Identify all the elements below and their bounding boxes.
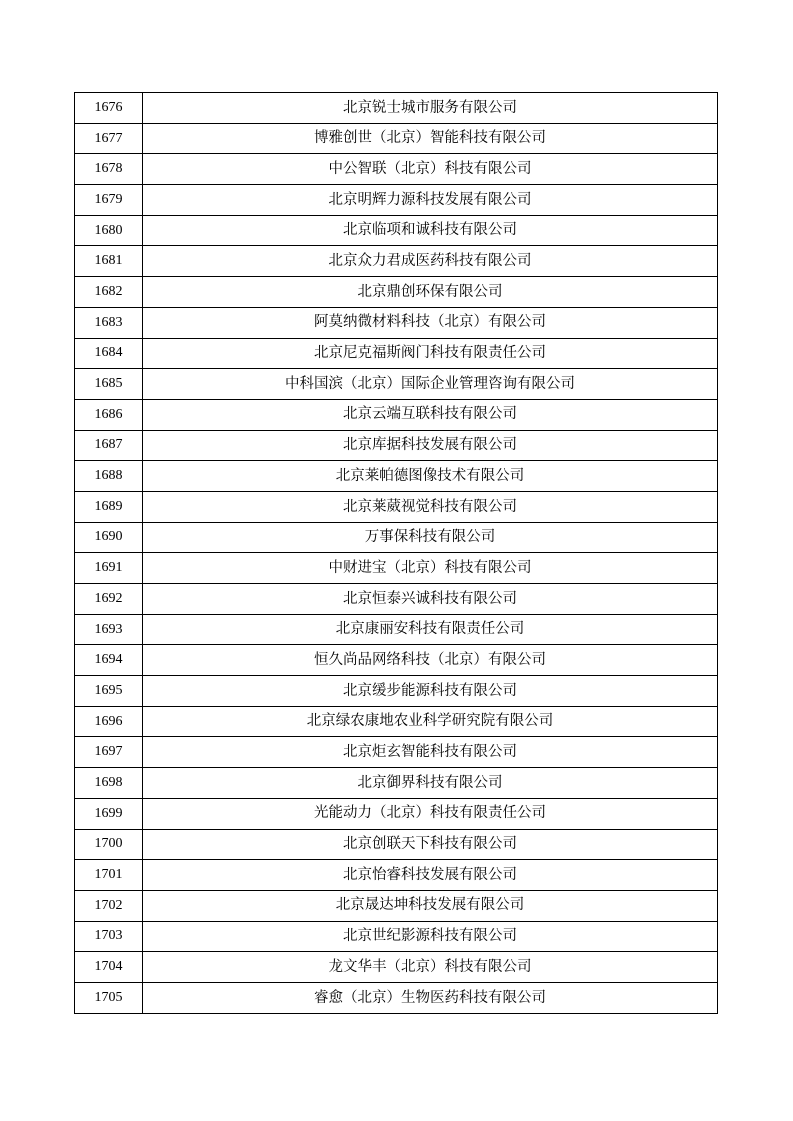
company-name: 龙文华丰（北京）科技有限公司 — [143, 952, 718, 983]
row-number: 1689 — [75, 491, 143, 522]
company-name: 北京绿农康地农业科学研究院有限公司 — [143, 706, 718, 737]
company-name: 北京缓步能源科技有限公司 — [143, 676, 718, 707]
table-row — [75, 215, 718, 246]
row-number: 1704 — [75, 952, 143, 983]
table-row — [75, 123, 718, 154]
row-number: 1695 — [75, 676, 143, 707]
row-number: 1699 — [75, 798, 143, 829]
company-name: 北京创联天下科技有限公司 — [143, 829, 718, 860]
table-row — [75, 369, 718, 400]
table-row — [75, 676, 718, 707]
company-name: 中财进宝（北京）科技有限公司 — [143, 553, 718, 584]
table-row — [75, 399, 718, 430]
table-row — [75, 952, 718, 983]
row-number: 1683 — [75, 307, 143, 338]
company-name: 阿莫纳微材料科技（北京）有限公司 — [143, 307, 718, 338]
company-name: 睿愈（北京）生物医药科技有限公司 — [143, 982, 718, 1013]
row-number: 1702 — [75, 890, 143, 921]
table-row — [75, 491, 718, 522]
table-row — [75, 737, 718, 768]
row-number: 1679 — [75, 185, 143, 216]
row-number: 1676 — [75, 93, 143, 124]
company-name: 北京莱帕德图像技术有限公司 — [143, 461, 718, 492]
company-name: 北京众力君成医药科技有限公司 — [143, 246, 718, 277]
table-row — [75, 246, 718, 277]
company-name: 北京库据科技发展有限公司 — [143, 430, 718, 461]
table-row — [75, 461, 718, 492]
company-name: 北京炬玄智能科技有限公司 — [143, 737, 718, 768]
company-name: 北京晟达坤科技发展有限公司 — [143, 890, 718, 921]
company-name: 北京明辉力源科技发展有限公司 — [143, 185, 718, 216]
table-row — [75, 154, 718, 185]
row-number: 1703 — [75, 921, 143, 952]
company-name: 北京尼克福斯阀门科技有限责任公司 — [143, 338, 718, 369]
company-name: 北京锐士城市服务有限公司 — [143, 93, 718, 124]
company-name: 万事保科技有限公司 — [143, 522, 718, 553]
row-number: 1678 — [75, 154, 143, 185]
table-row — [75, 338, 718, 369]
table-row — [75, 860, 718, 891]
table-row — [75, 430, 718, 461]
table-row — [75, 93, 718, 124]
row-number: 1686 — [75, 399, 143, 430]
table-row — [75, 706, 718, 737]
table-row — [75, 890, 718, 921]
company-name: 中公智联（北京）科技有限公司 — [143, 154, 718, 185]
company-name: 北京云端互联科技有限公司 — [143, 399, 718, 430]
company-name: 北京临项和诚科技有限公司 — [143, 215, 718, 246]
company-name: 博雅创世（北京）智能科技有限公司 — [143, 123, 718, 154]
row-number: 1698 — [75, 768, 143, 799]
row-number: 1692 — [75, 584, 143, 615]
row-number: 1701 — [75, 860, 143, 891]
company-list-table — [74, 92, 718, 1014]
table-body — [75, 93, 718, 1014]
table-row — [75, 798, 718, 829]
table-row — [75, 829, 718, 860]
row-number: 1694 — [75, 645, 143, 676]
table-row — [75, 921, 718, 952]
table-row — [75, 982, 718, 1013]
company-name: 北京鼎创环保有限公司 — [143, 277, 718, 308]
table-row — [75, 277, 718, 308]
company-name: 中科国滨（北京）国际企业管理咨询有限公司 — [143, 369, 718, 400]
row-number: 1691 — [75, 553, 143, 584]
row-number: 1697 — [75, 737, 143, 768]
table-row — [75, 768, 718, 799]
row-number: 1696 — [75, 706, 143, 737]
row-number: 1687 — [75, 430, 143, 461]
table-row — [75, 185, 718, 216]
row-number: 1688 — [75, 461, 143, 492]
row-number: 1682 — [75, 277, 143, 308]
table-row — [75, 614, 718, 645]
row-number: 1681 — [75, 246, 143, 277]
row-number: 1680 — [75, 215, 143, 246]
table-row — [75, 584, 718, 615]
row-number: 1700 — [75, 829, 143, 860]
table-row — [75, 307, 718, 338]
row-number: 1684 — [75, 338, 143, 369]
company-name: 北京御界科技有限公司 — [143, 768, 718, 799]
table-row — [75, 522, 718, 553]
row-number: 1705 — [75, 982, 143, 1013]
company-name: 北京世纪影源科技有限公司 — [143, 921, 718, 952]
table-row — [75, 645, 718, 676]
row-number: 1690 — [75, 522, 143, 553]
company-name: 北京恒泰兴诚科技有限公司 — [143, 584, 718, 615]
row-number: 1685 — [75, 369, 143, 400]
company-name: 北京怡睿科技发展有限公司 — [143, 860, 718, 891]
table-row — [75, 553, 718, 584]
company-name: 光能动力（北京）科技有限责任公司 — [143, 798, 718, 829]
company-name: 北京莱葳视觉科技有限公司 — [143, 491, 718, 522]
row-number: 1677 — [75, 123, 143, 154]
row-number: 1693 — [75, 614, 143, 645]
company-name: 恒久尚品网络科技（北京）有限公司 — [143, 645, 718, 676]
company-name: 北京康丽安科技有限责任公司 — [143, 614, 718, 645]
